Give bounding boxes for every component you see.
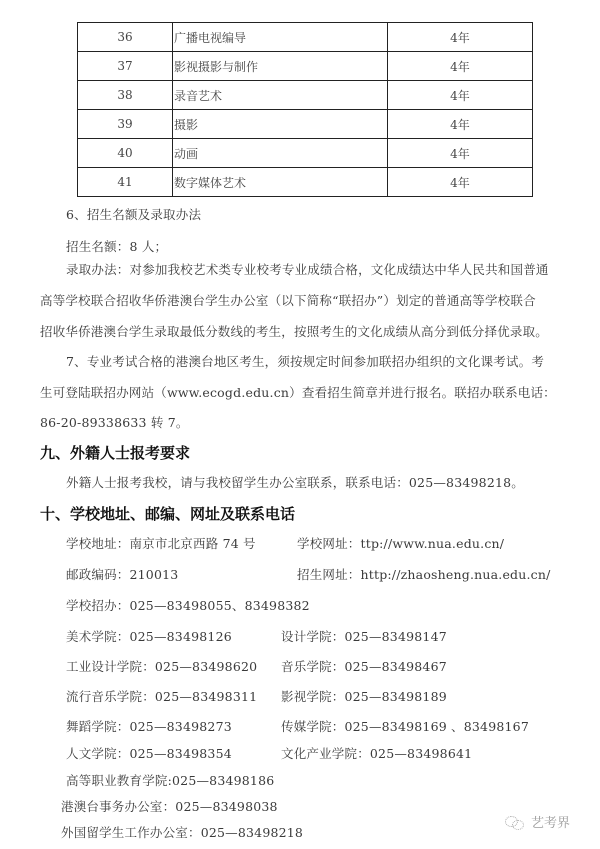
table-row (78, 23, 533, 52)
section6-title: 6、招生名额及录取办法 (66, 207, 202, 222)
duration: 4年 (388, 23, 533, 52)
wechat-icon (505, 815, 525, 829)
humanities-phone: 人文学院：025—83498354 (66, 746, 232, 761)
majors-table (77, 22, 533, 197)
vocational-phone: 高等职业教育学院:025—83498186 (66, 773, 275, 788)
admission-method-line2: 高等学校联合招收华侨港澳台学生办公室（以下简称“联招办”）划定的普通高等学校联合 (40, 293, 536, 308)
cultural-industry-phone: 文化产业学院：025—83498641 (281, 746, 473, 761)
duration: 4年 (388, 168, 533, 197)
industrial-design-phone: 工业设计学院：025—83498620 (66, 659, 258, 674)
admission-website: 招生网址：http://zhaosheng.nua.edu.cn/ (297, 567, 551, 582)
duration: 4年 (388, 110, 533, 139)
admission-office-phone: 学校招办：025—83498055、83498382 (66, 598, 310, 613)
table-row (78, 110, 533, 139)
row-number: 36 (78, 23, 173, 52)
table-row (78, 168, 533, 197)
heading-9: 九、外籍人士报考要求 (40, 444, 191, 462)
section7-line2: 生可登陆联招办网站（www.ecogd.edu.cn）查看招生简章并进行报名。联招办联系电话： (40, 385, 556, 400)
hmt-office-phone: 港澳台事务办公室：025—83498038 (61, 799, 278, 814)
table-row (78, 81, 533, 110)
major-name: 动画 (173, 139, 388, 168)
dance-phone: 舞蹈学院：025—83498273 (66, 719, 232, 734)
table-row (78, 139, 533, 168)
major-name: 录音艺术 (173, 81, 388, 110)
section7-line1: 7、专业考试合格的港澳台地区考生，须按规定时间参加联招办组织的文化课考试。考 (66, 354, 545, 369)
film-phone: 影视学院：025—83498189 (281, 689, 447, 704)
row-number: 40 (78, 139, 173, 168)
design-phone: 设计学院：025—83498147 (281, 629, 447, 644)
major-name: 摄影 (173, 110, 388, 139)
media-phone: 传媒学院：025—83498169 、83498167 (281, 719, 529, 734)
postcode: 邮政编码：210013 (66, 567, 179, 582)
admission-method-line3: 招收华侨港澳台学生录取最低分数线的考生，按照考生的文化成绩从高分到低分择优录取。 (40, 324, 549, 339)
table-row (78, 52, 533, 81)
duration: 4年 (388, 81, 533, 110)
music-phone: 音乐学院：025—83498467 (281, 659, 447, 674)
row-number: 41 (78, 168, 173, 197)
section7-line3: 86-20-89338633 转 7。 (40, 415, 189, 430)
school-website: 学校网址：ttp://www.nua.edu.cn/ (297, 536, 505, 551)
row-number: 37 (78, 52, 173, 81)
duration: 4年 (388, 52, 533, 81)
major-name: 广播电视编导 (173, 23, 388, 52)
intl-office-phone: 外国留学生工作办公室：025—83498218 (61, 825, 304, 840)
major-name: 影视摄影与制作 (173, 52, 388, 81)
section9-text: 外籍人士报考我校，请与我校留学生办公室联系，联系电话：025—83498218。 (66, 475, 524, 490)
admission-method-line1: 录取办法：对参加我校艺术类专业校考专业成绩合格，文化成绩达中华人民共和国普通 (66, 262, 549, 277)
quota-text: 招生名额：8 人； (66, 239, 168, 254)
duration: 4年 (388, 139, 533, 168)
heading-10: 十、学校地址、邮编、网址及联系电话 (40, 505, 296, 523)
school-address: 学校地址：南京市北京西路 74 号 (66, 536, 256, 551)
major-name: 数字媒体艺术 (173, 168, 388, 197)
row-number: 38 (78, 81, 173, 110)
watermark (505, 812, 570, 831)
row-number: 39 (78, 110, 173, 139)
watermark-text: 艺考界 (531, 816, 571, 831)
pop-music-phone: 流行音乐学院：025—83498311 (66, 689, 258, 704)
fine-arts-phone: 美术学院：025—83498126 (66, 629, 232, 644)
